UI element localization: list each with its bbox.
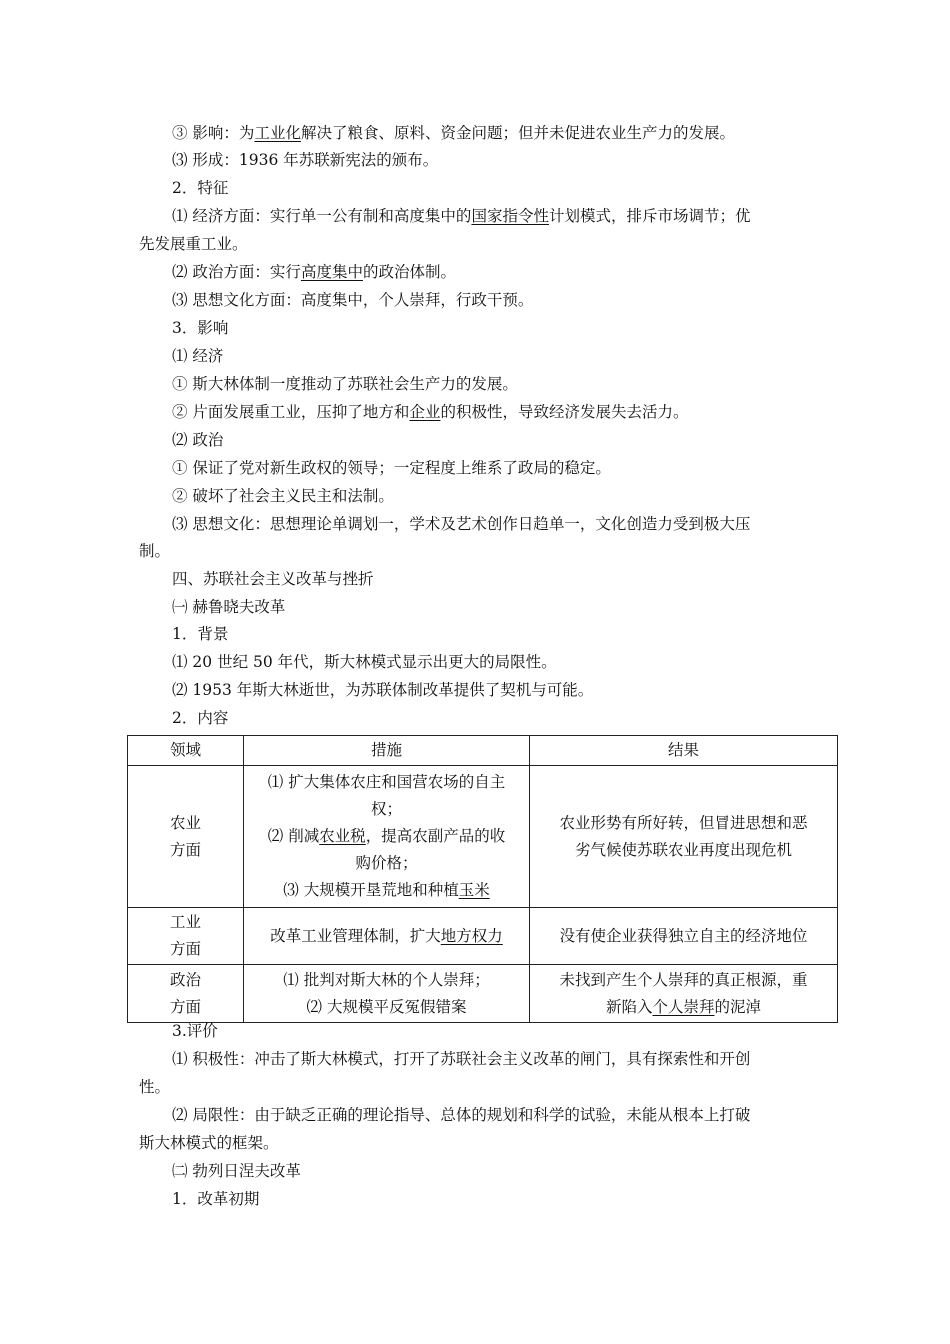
heading-evaluation: 3.评价 bbox=[172, 1022, 218, 1040]
term-state-directive: 国家指令性 bbox=[471, 207, 549, 225]
para-limitation-cont: 斯大林模式的框架。 bbox=[139, 1134, 279, 1152]
reform-content-table bbox=[127, 735, 838, 1023]
table-row bbox=[128, 965, 838, 1023]
term-corn: 玉米 bbox=[458, 881, 490, 899]
cell-measures-politics: ⑴ 批判对斯大林的个人崇拜； ⑵ 大规模平反冤假错案 bbox=[244, 965, 530, 1023]
para-politics-feature: ⑵ 政治方面：实行高度集中的政治体制。 bbox=[172, 263, 456, 281]
header-results: 结果 bbox=[530, 736, 838, 766]
heading-early-reform: 1．改革初期 bbox=[172, 1190, 260, 1208]
term-enterprise: 企业 bbox=[409, 403, 441, 421]
para-politics-1: ① 保证了党对新生政权的领导；一定程度上维系了政局的稳定。 bbox=[172, 459, 611, 477]
heading-background: 1．背景 bbox=[172, 625, 229, 643]
heading-features: 2．特征 bbox=[172, 179, 229, 197]
table-row bbox=[128, 908, 838, 965]
subsection-brezhnev: ㈡ 勃列日涅夫改革 bbox=[172, 1162, 301, 1180]
para-impact: ③ 影响：为工业化解决了粮食、原料、资金问题；但并未促进农业生产力的发展。 bbox=[172, 124, 735, 142]
header-domain: 领域 bbox=[128, 736, 244, 766]
para-positive-cont: 性。 bbox=[139, 1078, 171, 1096]
cell-results-agriculture: 农业形势有所好转，但冒进思想和恶 劣气候使苏联农业再度出现危机 bbox=[530, 766, 838, 908]
para-culture-influence-cont: 制。 bbox=[139, 542, 171, 560]
cell-domain-politics: 政治 方面 bbox=[128, 965, 244, 1023]
term-agri-tax: 农业税 bbox=[319, 827, 366, 845]
cell-domain-agriculture: 农业 方面 bbox=[128, 766, 244, 908]
para-positive: ⑴ 积极性：冲击了斯大林模式，打开了苏联社会主义改革的闸门，具有探索性和开创 bbox=[172, 1050, 751, 1068]
term-personality-cult: 个人崇拜 bbox=[652, 997, 715, 1016]
header-measures: 措施 bbox=[244, 736, 530, 766]
para-formation: ⑶ 形成：1936 年苏联新宪法的颁布。 bbox=[172, 151, 439, 169]
term-industrialization: 工业化 bbox=[254, 124, 301, 142]
table-row bbox=[128, 766, 838, 908]
table-header-row bbox=[128, 736, 838, 766]
para-background-1: ⑴ 20 世纪 50 年代，斯大林模式显示出更大的局限性。 bbox=[172, 653, 557, 671]
subsection-khrushchev: ㈠ 赫鲁晓夫改革 bbox=[172, 598, 286, 616]
para-background-2: ⑵ 1953 年斯大林逝世，为苏联体制改革提供了契机与可能。 bbox=[172, 681, 594, 699]
para-culture-feature: ⑶ 思想文化方面：高度集中，个人崇拜，行政干预。 bbox=[172, 291, 534, 309]
para-economy-2: ② 片面发展重工业，压抑了地方和企业的积极性，导致经济发展失去活力。 bbox=[172, 403, 689, 421]
cell-measures-industry: 改革工业管理体制，扩大地方权力 bbox=[244, 908, 530, 965]
para-economy-feature-cont: 先发展重工业。 bbox=[139, 235, 248, 253]
cell-results-politics: 未找到产生个人崇拜的真正根源，重 新陷入个人崇拜的泥淖 bbox=[530, 965, 838, 1023]
cell-measures-agriculture: ⑴ 扩大集体农庄和国营农场的自主 权； ⑵ 削减农业税，提高农副产品的收 购价格； ⑶ 大规模开垦荒地和种植玉米 bbox=[244, 766, 530, 908]
heading-content: 2．内容 bbox=[172, 709, 229, 727]
para-limitation: ⑵ 局限性：由于缺乏正确的理论指导、总体的规划和科学的试验，未能从根本上打破 bbox=[172, 1106, 751, 1124]
subheading-economy: ⑴ 经济 bbox=[172, 347, 224, 365]
heading-influence: 3．影响 bbox=[172, 319, 229, 337]
para-economy-1: ① 斯大林体制一度推动了苏联社会生产力的发展。 bbox=[172, 375, 518, 393]
para-culture-influence: ⑶ 思想文化：思想理论单调划一，学术及艺术创作日趋单一，文化创造力受到极大压 bbox=[172, 515, 751, 533]
term-high-centralization: 高度集中 bbox=[300, 263, 363, 281]
term-local-power: 地方权力 bbox=[440, 926, 503, 945]
cell-domain-industry: 工业 方面 bbox=[128, 908, 244, 965]
para-politics-2: ② 破坏了社会主义民主和法制。 bbox=[172, 487, 394, 505]
subheading-politics: ⑵ 政治 bbox=[172, 431, 224, 449]
cell-results-industry: 没有使企业获得独立自主的经济地位 bbox=[530, 908, 838, 965]
para-economy-feature: ⑴ 经济方面：实行单一公有制和高度集中的国家指令性计划模式，排斥市场调节；优 bbox=[172, 207, 751, 225]
section-heading-4: 四、苏联社会主义改革与挫折 bbox=[172, 570, 374, 588]
